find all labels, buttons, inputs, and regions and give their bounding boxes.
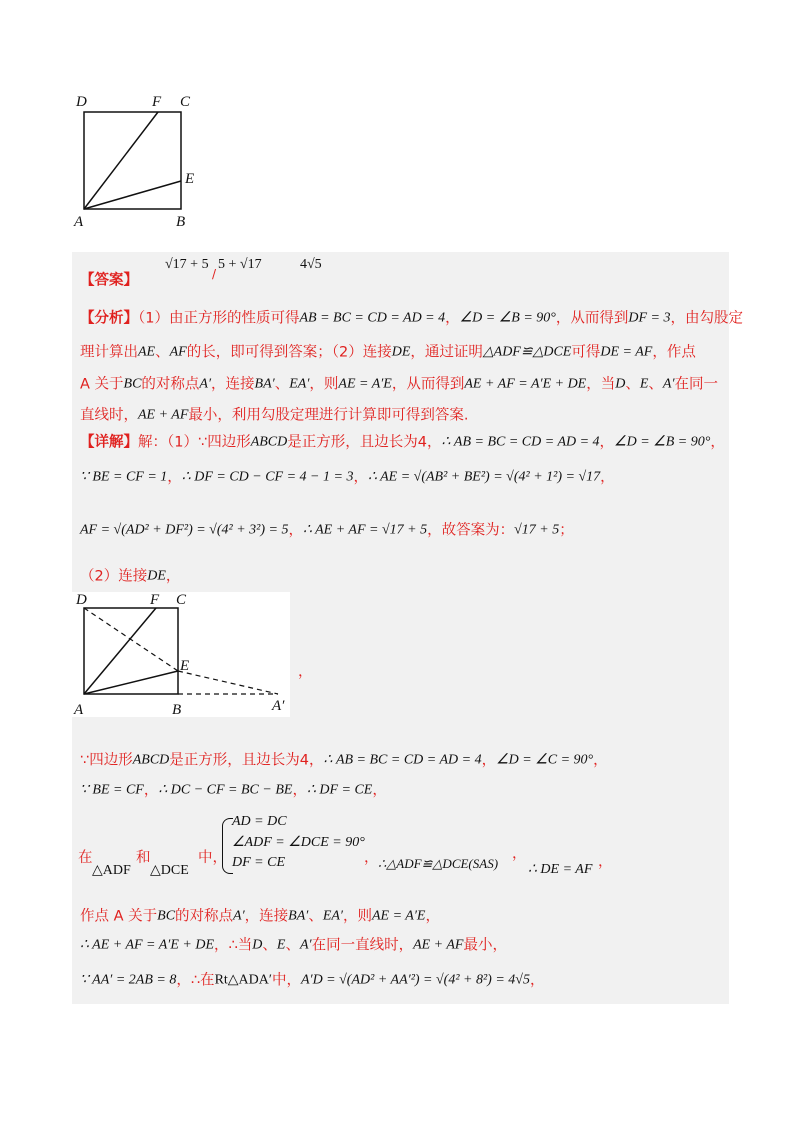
math: DE [147, 568, 166, 584]
label-D: D [76, 94, 87, 110]
text: ，则 [343, 908, 372, 925]
sys-text-he: 和 [136, 850, 151, 866]
math: A′ [199, 376, 212, 392]
sys-tri-1: △ADF [92, 863, 131, 878]
text: 是正方形，且边长为4， [169, 752, 324, 769]
text: 最小， [463, 937, 507, 954]
math: DF = 3 [628, 310, 671, 326]
sys-comma-3: ， [598, 854, 613, 870]
text: 、 [648, 376, 663, 393]
text: ，连接 [211, 376, 255, 393]
math: DE [391, 344, 411, 360]
analysis-line-1 [80, 306, 743, 330]
label-D: D [76, 592, 87, 608]
text: ，由勾股定 [670, 310, 743, 327]
math: √17 + 5 [514, 522, 560, 538]
math: A′ [299, 937, 312, 953]
proof-line-5 [80, 933, 507, 957]
math: D [615, 376, 626, 392]
text: ， [353, 469, 368, 486]
text: ， [710, 434, 725, 451]
label-F: F [150, 592, 160, 608]
math: ∴ AB = BC = CD = AD = 4 [323, 752, 482, 768]
label-C: C [180, 94, 191, 110]
math: ∵ AA′ = 2AB = 8 [80, 972, 177, 988]
math: A′ [233, 908, 245, 924]
text: 直线时， [80, 407, 138, 424]
analysis-tag: 【分析】 [80, 310, 138, 327]
math: AB = BC = CD = AD = 4 [299, 310, 446, 326]
math: AE + AF [138, 407, 189, 423]
label-A: A [74, 702, 84, 718]
label-F: F [152, 94, 162, 110]
square-figure-1 [70, 90, 220, 230]
text: 的对称点 [175, 908, 234, 925]
text: 、 [285, 937, 300, 954]
text: ∴当 [228, 937, 253, 954]
text: ，连接 [244, 908, 289, 925]
sys-eq-1: AD = DC [232, 814, 287, 829]
label-E: E [180, 658, 190, 674]
sys-tri-2: △DCE [150, 863, 189, 878]
text: ， [214, 937, 229, 954]
text: 、 [625, 376, 640, 393]
text: （1）由正方形的性质可得 [138, 310, 300, 327]
text: ， [176, 972, 191, 989]
label-C: C [176, 592, 187, 608]
text: 的长，即可得到答案；（2）连接 [186, 344, 392, 361]
answer-value-1: √17 + 5 [165, 257, 209, 272]
text: ， [288, 522, 303, 539]
text: 是正方形，且边长为4， [287, 434, 442, 451]
text: 、 [155, 344, 170, 361]
math: AF [169, 344, 187, 360]
square-figure-2 [72, 590, 292, 720]
math: ∠D = ∠B = 90° [459, 310, 556, 326]
label-A: A [74, 214, 84, 230]
sys-text-zai: 在 [78, 850, 93, 866]
text: 的对称点 [141, 376, 200, 393]
text: 最小，利用勾股定理进行计算即可得到答案. [188, 407, 469, 424]
math: Rt△ADA′ [214, 972, 272, 988]
text: ，作点 [652, 344, 696, 361]
proof-line-2 [80, 778, 387, 802]
sys-text-zhong: 中， [198, 850, 227, 866]
text: 作点 A 关于 [80, 908, 158, 925]
text: 、 [274, 376, 290, 393]
math: E [276, 937, 286, 953]
sys-comma: ， [364, 850, 379, 866]
label-B: B [172, 702, 182, 718]
text: ，当 [586, 376, 616, 393]
proof-line-1 [80, 748, 608, 772]
sys-eq-2: ∠ADF = ∠DCE = 90° [232, 835, 365, 850]
math: ∴ AE + AF = A′E + DE [80, 937, 215, 953]
math: ∴ AE = √(AB² + BE²) = √(4² + 1²) = √17 [367, 469, 601, 485]
answer-sep: / [212, 267, 217, 281]
answer-value-2: 5 + √17 [218, 257, 262, 272]
math: AE = A′E [338, 376, 392, 392]
math: AE + AF [413, 937, 464, 953]
text: 、 [308, 908, 323, 925]
text: ， [167, 469, 182, 486]
math: BC [123, 376, 142, 392]
text: ， [600, 469, 615, 486]
label-A-prime: A′ [272, 698, 285, 714]
text: ，通过证明 [410, 344, 483, 361]
math: EA′ [289, 376, 310, 392]
detail-line-1 [80, 430, 725, 454]
text: （2）连接 [80, 568, 148, 585]
math: ∴ DF = CE [306, 782, 373, 798]
text: ， [529, 972, 545, 989]
answer-value-3: 4√5 [300, 257, 322, 272]
text: ， [292, 782, 307, 799]
text: ，则 [309, 376, 339, 393]
answer-line [80, 268, 138, 292]
text: 可得 [571, 344, 601, 361]
text: ，从而得到 [391, 376, 465, 393]
math: A′ [662, 376, 675, 392]
detail-line-2 [80, 465, 615, 489]
math: ∴ AE + AF = √17 + 5 [302, 522, 428, 538]
text: 在同一直线时， [311, 937, 414, 954]
math: AE [138, 344, 156, 360]
proof-line-4 [80, 904, 440, 928]
sys-eq-3: DF = CE [232, 855, 285, 870]
text: ，故答案为： [427, 522, 515, 539]
math: DE = AF [600, 344, 653, 360]
math: AF = √(AD² + DF²) = √(4² + 3²) = 5 [80, 522, 289, 538]
math: ∴ DC − CF = BC − BE [158, 782, 293, 798]
text: 理计算出 [80, 344, 138, 361]
text: ， [372, 782, 387, 799]
math: AE + AF = A′E + DE [464, 376, 587, 392]
congruence: ∴△ADF≌△DCE(SAS) [378, 856, 499, 871]
detail-line-3 [80, 518, 574, 542]
label-B: B [176, 214, 186, 230]
math: ∵ BE = CF [80, 782, 144, 798]
math: ∠D = ∠C = 90° [496, 752, 594, 768]
math: ABCD [132, 752, 170, 768]
text: ∵四边形 [80, 752, 133, 769]
text: ； [559, 522, 574, 539]
math: △ADF≌△DCE [482, 344, 572, 360]
figure2-comma: ， [298, 664, 313, 680]
text: A 关于 [80, 376, 124, 393]
analysis-line-3 [80, 372, 718, 396]
text: ， [593, 752, 608, 769]
text: 解：（1）∵四边形 [138, 434, 251, 451]
answer-tag: 【答案】 [80, 272, 138, 289]
text: 、 [262, 937, 277, 954]
text: 中， [271, 972, 301, 989]
text: ，从而得到 [555, 310, 629, 327]
math: ∴ AB = BC = CD = AD = 4 [441, 434, 600, 450]
math: BA′ [254, 376, 275, 392]
proof-line-6 [80, 968, 544, 992]
analysis-line-2 [80, 340, 696, 364]
math: ∵ BE = CF = 1 [80, 469, 168, 485]
text: ， [165, 568, 181, 585]
math: BC [157, 908, 176, 924]
analysis-line-4 [80, 403, 469, 427]
math: ABCD [250, 434, 288, 450]
math: AE = A′E [372, 908, 426, 924]
de-eq-af: ∴ DE = AF [528, 862, 593, 877]
math: ∠D = ∠B = 90° [614, 434, 711, 450]
detail-line-4 [80, 564, 180, 588]
text: ， [143, 782, 159, 799]
math: A′D = √(AD² + AA′²) = √(4² + 8²) = 4√5 [300, 972, 530, 988]
text: ， [481, 752, 497, 769]
math: EA′ [322, 908, 343, 924]
text: ， [425, 908, 440, 925]
detail-tag: 【详解】 [80, 434, 138, 451]
text: ， [445, 310, 460, 327]
sys-comma-2: ， [512, 846, 527, 862]
text: ∴在 [190, 972, 215, 989]
math: D [252, 937, 263, 953]
label-E: E [185, 171, 195, 187]
text: ， [599, 434, 615, 451]
math: E [639, 376, 649, 392]
text: 在同一 [674, 376, 719, 393]
math: BA′ [288, 908, 309, 924]
math: ∴ DF = CD − CF = 4 − 1 = 3 [181, 469, 354, 485]
